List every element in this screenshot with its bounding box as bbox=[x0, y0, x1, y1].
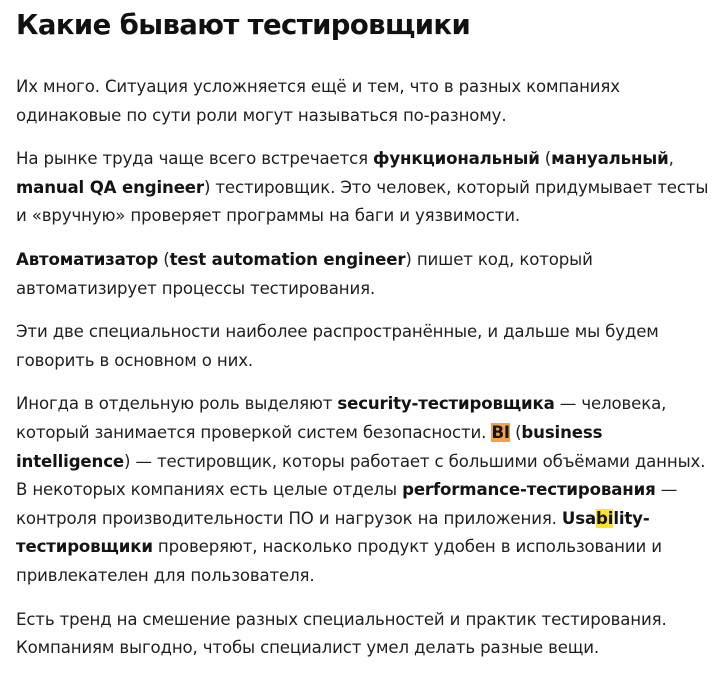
term-usability-part: Usa bbox=[561, 508, 597, 528]
text-segment: ( bbox=[158, 249, 170, 269]
text-segment: — человека, который занимается проверкой систем безопасности. bbox=[16, 394, 667, 442]
text-segment: , bbox=[668, 149, 674, 169]
text-segment: На рынке труда чаще всего встречается bbox=[16, 149, 374, 169]
paragraph-roles bbox=[16, 390, 710, 590]
paragraph-trend: Есть тренд на смешение разных специальностей и практик тестирования. Компаниям выгодно, чтобы специалист умел делать разные вещи. bbox=[16, 609, 667, 658]
text-segment: ) пишет код, который автоматизирует процессы тестирования. bbox=[16, 249, 593, 298]
term-automator: Автоматизатор bbox=[16, 249, 159, 269]
text-segment: Иногда в отдельную роль выделяют bbox=[16, 394, 338, 414]
term-business-intelligence: business intelligence bbox=[16, 422, 603, 471]
term-usability-highlight: bi bbox=[596, 508, 614, 528]
term-bi-highlighted: BI bbox=[491, 422, 510, 442]
text-segment: ( bbox=[509, 422, 522, 442]
term-security-tester: security-тестировщика bbox=[337, 394, 555, 414]
term-performance-testing: performance-тестирования bbox=[402, 480, 656, 500]
paragraph-automation bbox=[16, 246, 710, 303]
text-segment: проверяют, насколько продукт удобен в использовании и привлекателен для пользователя. bbox=[16, 537, 662, 585]
term-test-automation-engineer: test automation engineer bbox=[169, 249, 406, 269]
text-segment: — контроля производительности ПО и нагрузок на приложения. bbox=[16, 480, 678, 528]
text-segment: ) — тестировщик, которы работает с большими объёмами данных. В некоторых компаниях есть целые отделы bbox=[16, 451, 706, 500]
text-segment: ( bbox=[539, 149, 552, 169]
paragraph-functional bbox=[16, 145, 710, 231]
term-manual: мануальный bbox=[551, 149, 669, 169]
text-segment: ) тестировщик. Это человек, который придумывает тесты и «вручную» проверяет программы на баги и уязвимости. bbox=[16, 177, 709, 226]
term-functional: функциональный bbox=[373, 149, 540, 169]
term-manual-qa-engineer: manual QA engineer bbox=[16, 177, 204, 197]
term-usability-part: lity-тестировщики bbox=[16, 508, 650, 557]
paragraph-common: Эти две специальности наиболее распространённые, и дальше мы будем говорить в основном о них. bbox=[16, 322, 659, 370]
article-title: Какие бывают тестировщики bbox=[16, 9, 471, 41]
paragraph-intro: Их много. Ситуация усложняется ещё и тем, что в разных компаниях одинаковые по сути роли могут называться по-разному. bbox=[16, 77, 620, 125]
